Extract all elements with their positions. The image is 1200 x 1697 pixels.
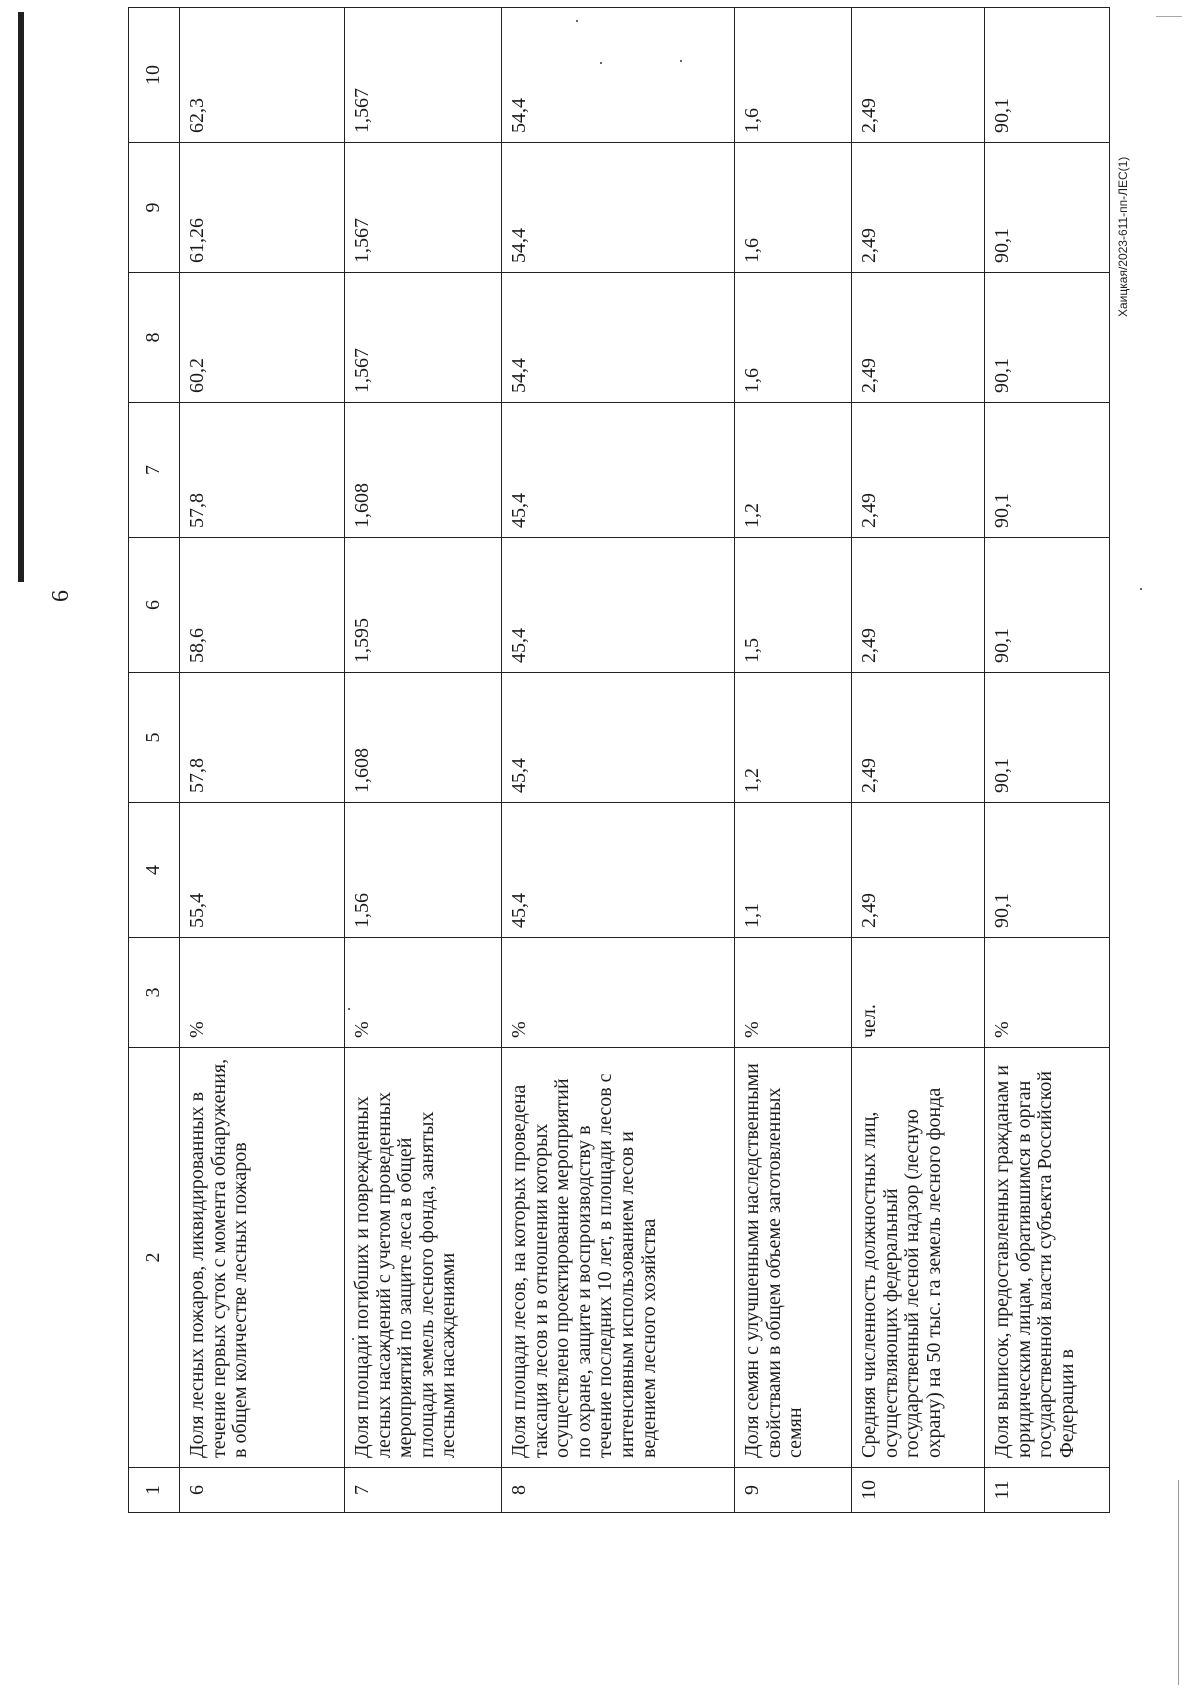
value-cell: 54,4 — [502, 8, 735, 143]
header-cell: 3 — [129, 938, 180, 1048]
value-cell: 2,49 — [852, 8, 985, 143]
table-row — [735, 8, 852, 1513]
value-cell: 90,1 — [985, 8, 1110, 143]
value-cell: 58,6 — [180, 538, 345, 673]
header-cell: 8 — [129, 273, 180, 403]
value-cell: 90,1 — [985, 538, 1110, 673]
value-cell: 1,608 — [345, 403, 502, 538]
value-cell: 45,4 — [502, 403, 735, 538]
value-cell: 90,1 — [985, 273, 1110, 403]
value-cell: 61,26 — [180, 143, 345, 273]
unit-cell: % — [180, 938, 345, 1048]
indicator-name: Доля выписок, предоставленных гражданам и юридическим лицам, обратившимся в орган государственной власти субъекта Российской Федерации в — [985, 1048, 1110, 1468]
value-cell: 1,5 — [735, 538, 852, 673]
indicator-name: Доля площади погибших и поврежденных лесных насаждений с учетом проведенных мероприятий по защите леса в общей площади земель лесного фонда, занятых лесными насаждениями — [345, 1048, 502, 1468]
value-cell: 54,4 — [502, 143, 735, 273]
header-cell: 2 — [129, 1048, 180, 1468]
header-cell: 7 — [129, 403, 180, 538]
value-cell: 2,49 — [852, 538, 985, 673]
value-cell: 1,595 — [345, 538, 502, 673]
document-code: Хаицкая/2023-611-пп-ЛЕС(1) — [1116, 156, 1130, 317]
table-row — [852, 8, 985, 1513]
indicator-name: Средняя численность должностных лиц, осуществляющих федеральный государственный лесной надзор (лесную охрану) на 50 тыс. га земель лесного фонда — [852, 1048, 985, 1468]
row-number: 8 — [502, 1468, 735, 1513]
value-cell: 57,8 — [180, 673, 345, 803]
table-row — [345, 8, 502, 1513]
value-cell: 1,6 — [735, 8, 852, 143]
header-cell: 5 — [129, 673, 180, 803]
value-cell: 45,4 — [502, 803, 735, 938]
header-cell: 4 — [129, 803, 180, 938]
table-row — [502, 8, 735, 1513]
unit-cell: чел. — [852, 938, 985, 1048]
value-cell: 90,1 — [985, 803, 1110, 938]
value-cell: 1,2 — [735, 673, 852, 803]
value-cell: 2,49 — [852, 673, 985, 803]
value-cell: 1,6 — [735, 273, 852, 403]
unit-cell: % — [985, 938, 1110, 1048]
table-header-row — [129, 8, 180, 1513]
value-cell: 1,2 — [735, 403, 852, 538]
value-cell: 1,1 — [735, 803, 852, 938]
value-cell: 1,567 — [345, 143, 502, 273]
value-cell: 1,567 — [345, 8, 502, 143]
header-cell: 1 — [129, 1468, 180, 1513]
value-cell: 2,49 — [852, 273, 985, 403]
unit-cell: % — [735, 938, 852, 1048]
indicator-name: Доля площади лесов, на которых проведена таксация лесов и в отношении которых осуществлено проектирование мероприятий по охране, защите и воспроизводству в течение последних 10 лет, в площади лесов с интенсивным использованием лесов и ведением лесного хозяйства — [502, 1048, 735, 1468]
row-number: 10 — [852, 1468, 985, 1513]
value-cell: 62,3 — [180, 8, 345, 143]
unit-cell: % — [502, 938, 735, 1048]
row-number: 6 — [180, 1468, 345, 1513]
value-cell: 1,6 — [735, 143, 852, 273]
value-cell: 45,4 — [502, 673, 735, 803]
value-cell: 90,1 — [985, 673, 1110, 803]
indicator-name: Доля семян с улучшенными наследственными свойствами в общем объеме заготовленных семян — [735, 1048, 852, 1468]
value-cell: 1,608 — [345, 673, 502, 803]
value-cell: 54,4 — [502, 273, 735, 403]
value-cell: 2,49 — [852, 403, 985, 538]
indicators-table — [128, 7, 1110, 1513]
value-cell: 1,567 — [345, 273, 502, 403]
indicator-name: Доля лесных пожаров, ликвидированных в течение первых суток с момента обнаружения, в общем количестве лесных пожаров — [180, 1048, 345, 1468]
unit-cell: % — [345, 938, 502, 1048]
header-cell: 10 — [129, 8, 180, 143]
row-number: 7 — [345, 1468, 502, 1513]
value-cell: 2,49 — [852, 143, 985, 273]
table-row — [180, 8, 345, 1513]
header-cell: 9 — [129, 143, 180, 273]
row-number: 11 — [985, 1468, 1110, 1513]
value-cell: 2,49 — [852, 803, 985, 938]
value-cell: 60,2 — [180, 273, 345, 403]
page-number: 6 — [48, 590, 74, 602]
value-cell: 55,4 — [180, 803, 345, 938]
value-cell: 90,1 — [985, 143, 1110, 273]
row-number: 9 — [735, 1468, 852, 1513]
header-cell: 6 — [129, 538, 180, 673]
value-cell: 1,56 — [345, 803, 502, 938]
value-cell: 45,4 — [502, 538, 735, 673]
value-cell: 90,1 — [985, 403, 1110, 538]
value-cell: 57,8 — [180, 403, 345, 538]
table-row — [985, 8, 1110, 1513]
